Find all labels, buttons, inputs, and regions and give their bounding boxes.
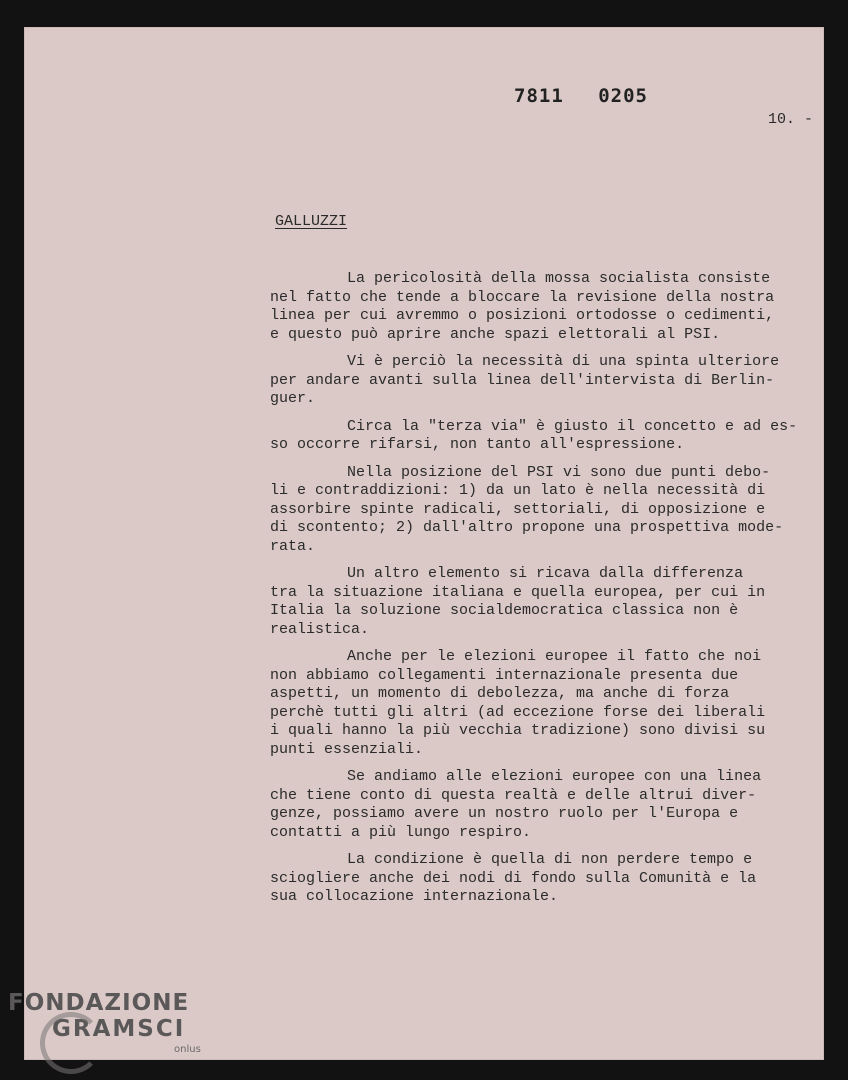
paragraph [270,270,830,344]
paragraph-line: Nella posizione del PSI vi sono due punti debo- [347,463,771,481]
paragraph-line: so occorre rifarsi, non tanto all'espressione. [270,436,685,453]
speaker-heading: GALLUZZI [275,213,348,230]
paragraph [270,353,830,409]
paragraph-line: La pericolosità della mossa socialista consiste [347,270,771,287]
logo-line-2: GRAMSCI [52,1016,186,1042]
paragraph-line: i quali hanno la più vecchia tradizione) sono divisi su [270,722,766,739]
logo-g-mark-icon [40,1012,102,1074]
paragraph-line: Vi è perciò la necessità di una spinta ulteriore [347,353,780,370]
archive-stamp-number: 7811 0205 [514,85,648,107]
paragraph [270,851,830,907]
paragraph-line: aspetti, un momento di debolezza, ma anche di forza [270,685,730,702]
paragraph-line: rata. [270,537,316,555]
document-page [24,27,824,1060]
paragraph [270,464,830,557]
paragraph-line: per andare avanti sulla linea dell'intervista di Berlin- [270,371,775,389]
logo-line-3: onlus [174,1044,201,1055]
paragraph-line: li e contraddizioni: 1) da un lato è nella necessità di [270,482,766,499]
paragraph-line: di scontento; 2) dall'altro propone una prospettiva mode- [270,519,784,536]
paragraph-line: assorbire spinte radicali, settoriali, di opposizione e [270,500,766,518]
paragraph-line: Italia la soluzione socialdemocratica classica non è [270,602,739,619]
paragraph-line: tra la situazione italiana e quella europea, per cui in [270,583,766,601]
paragraph-line: linea per cui avremmo o posizioni ortodosse o cedimenti, [270,307,775,324]
paragraph-line: genze, possiamo avere un nostro ruolo per l'Europa e [270,805,739,822]
logo-line-1: FONDAZIONE [8,990,190,1016]
paragraph-line: La condizione è quella di non perdere tempo e [347,851,753,868]
paragraph-line: Un altro elemento si ricava dalla differenza [347,565,744,582]
paragraph-line: sciogliere anche dei nodi di fondo sulla Comunità e la [270,869,757,887]
paragraph [270,418,830,455]
paragraph-line: guer. [270,390,316,407]
page-number: 10. - [768,111,814,128]
paragraph-line: punti essenziali. [270,740,424,758]
paragraph-line: che tiene conto di questa realtà e delle altrui diver- [270,786,757,804]
paragraph-line: Anche per le elezioni europee il fatto che noi [347,648,762,665]
paragraph [270,648,830,759]
paragraph [270,565,830,639]
paragraph-line: e questo può aprire anche spazi elettorali al PSI. [270,325,721,343]
paragraph-line: Se andiamo alle elezioni europee con una linea [347,768,762,785]
document-body [270,270,830,916]
paragraph-line: perchè tutti gli altri (ad eccezione forse dei liberali [270,703,766,721]
paragraph-line: nel fatto che tende a bloccare la revisione della nostra [270,288,775,306]
paragraph-line: contatti a più lungo respiro. [270,823,532,841]
paragraph-line: realistica. [270,620,370,638]
paragraph-line: non abbiamo collegamenti internazionale presenta due [270,666,739,684]
paragraph-line: Circa la "terza via" è giusto il concetto e ad es- [347,417,798,435]
paragraph [270,768,830,842]
fondazione-gramsci-logo [8,990,201,1055]
paragraph-line: sua collocazione internazionale. [270,888,559,905]
